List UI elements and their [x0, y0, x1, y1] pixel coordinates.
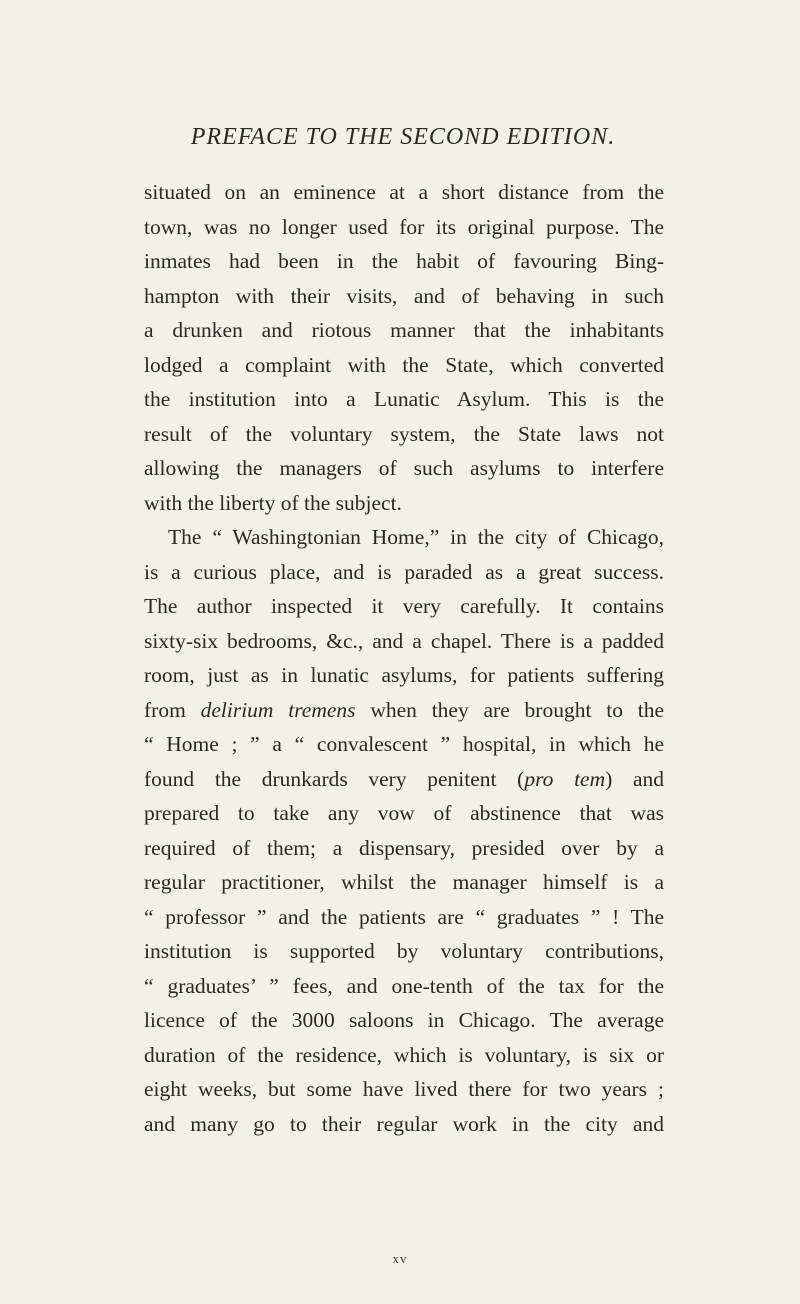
- text-line: hampton with their visits, and of behaving in such: [144, 283, 664, 308]
- text-line: “ Home ; ” a “ convalescent ” hospital, in which he: [144, 732, 664, 756]
- body-text: [144, 175, 664, 1141]
- text-segment: found the drunkards very penitent (: [144, 766, 525, 791]
- text-line: is a curious place, and is paraded as a great success.: [144, 559, 664, 584]
- text-line: a drunken and riotous manner that the inhabitants: [144, 318, 664, 342]
- text-line: and many go to their regular work in the city and: [144, 1111, 664, 1136]
- text-line: prepared to take any vow of abstinence that was: [144, 801, 664, 825]
- text-line: the institution into a Lunatic Asylum. This is the: [144, 387, 664, 411]
- text-line: institution is supported by voluntary contributions,: [144, 939, 664, 963]
- text-line: regular practitioner, whilst the manager himself is a: [144, 870, 664, 894]
- text-segment: from: [144, 697, 186, 722]
- text-line: duration of the residence, which is voluntary, is six or: [144, 1042, 664, 1067]
- text-line: licence of the 3000 saloons in Chicago. The average: [144, 1008, 664, 1032]
- text-line: town, was no longer used for its original purpose. The: [144, 214, 664, 239]
- text-line: “ graduates’ ” fees, and one-tenth of the tax for the: [144, 973, 664, 998]
- text-line: “ professor ” and the patients are “ graduates ” ! The: [144, 904, 664, 929]
- text-line: inmates had been in the habit of favouring Bing-: [144, 249, 664, 273]
- text-line-pro-tem: [144, 762, 664, 797]
- text-line: room, just as in lunatic asylums, for patients suffering: [144, 663, 664, 687]
- text-line: eight weeks, but some have lived there for two years ;: [144, 1077, 664, 1101]
- italic-phrase: pro tem: [524, 766, 606, 791]
- page-number: xv: [392, 1251, 408, 1266]
- text-segment: ) and: [605, 766, 664, 791]
- running-head: PREFACE TO THE SECOND EDITION.: [190, 124, 616, 150]
- text-line: lodged a complaint with the State, which converted: [144, 352, 664, 377]
- text-line: The author inspected it very carefully. It contains: [144, 594, 664, 618]
- text-line-delirium: [144, 693, 664, 728]
- text-segment: when they are brought to the: [370, 697, 664, 722]
- text-line: required of them; a dispensary, presided over by a: [144, 835, 664, 860]
- text-line: allowing the managers of such asylums to interfere: [144, 456, 664, 480]
- text-line: result of the voluntary system, the State laws not: [144, 421, 664, 446]
- paragraph-end-line: with the liberty of the subject.: [144, 490, 402, 515]
- text-line: sixty-six bedrooms, &c., and a chapel. There is a padded: [144, 628, 664, 653]
- paragraph-start-line: The “ Washingtonian Home,” in the city of Chicago,: [168, 525, 664, 549]
- text-line: situated on an eminence at a short distance from the: [144, 180, 664, 204]
- italic-phrase: delirium tremens: [200, 697, 356, 722]
